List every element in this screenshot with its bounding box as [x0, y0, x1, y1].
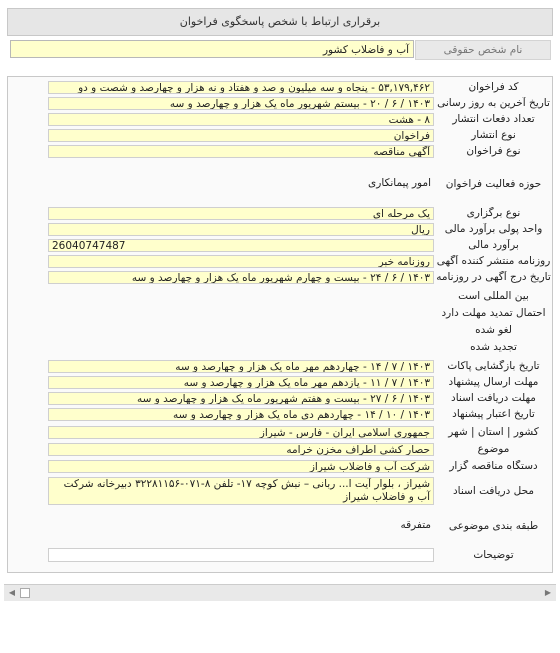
value-publish-type: فراخوان [48, 129, 434, 142]
row-last-update [8, 97, 552, 110]
contact-row [7, 40, 551, 58]
row-holding-type [8, 207, 552, 220]
value-cancelled [48, 323, 434, 336]
row-extension [8, 306, 552, 320]
value-activity-area: امور پیمانکاری [368, 177, 431, 189]
value-holding-type: یک مرحله ای [48, 207, 434, 220]
label-renewed: تجدید شده [470, 341, 517, 353]
label-doc-place: محل دریافت اسناد [453, 485, 534, 497]
label-last-update: تاریخ آخرین به روز رسانی [437, 97, 550, 109]
label-organizer: دستگاه مناقصه گزار [449, 460, 538, 472]
row-validity-date [8, 408, 552, 421]
row-organizer [8, 460, 552, 473]
value-newspaper: روزنامه خبر [48, 255, 434, 268]
row-newspaper-date [8, 271, 552, 284]
row-renewed [8, 340, 552, 354]
label-description: توضیحات [473, 549, 514, 561]
page-title: برقراری ارتباط با شخص پاسخگوی فراخوان [179, 15, 381, 28]
row-subject [8, 443, 552, 456]
value-last-update: ۱۴۰۳ / ۶ / ۲۰ - بیستم شهریور ماه یک هزار و چهارصد و سه [48, 97, 434, 110]
value-category: متفرقه [400, 519, 431, 531]
label-doc-deadline: مهلت دریافت اسناد [451, 392, 536, 404]
row-estimate [8, 239, 552, 252]
row-doc-deadline [8, 392, 552, 405]
value-publish-count: ۸ - هشت [48, 113, 434, 126]
label-publish-count: تعداد دفعات انتشار [452, 113, 535, 125]
value-call-type: آگهی مناقصه [48, 145, 434, 158]
label-submission-deadline: مهلت ارسال پیشنهاد [448, 376, 539, 388]
value-doc-deadline: ۱۴۰۳ / ۶ / ۲۷ - بیست و هفتم شهریور ماه یک هزار و چهارصد و سه [48, 392, 434, 405]
value-submission-deadline: ۱۴۰۳ / ۷ / ۱۱ - یازدهم مهر ماه یک هزار و چهارصد و سه [48, 376, 434, 389]
value-envelope-opening: ۱۴۰۳ / ۷ / ۱۴ - چهاردهم مهر ماه یک هزار و چهارصد و سه [48, 360, 434, 373]
label-estimate: برآورد مالی [468, 239, 519, 251]
value-validity-date: ۱۴۰۳ / ۱۰ / ۱۴ - چهاردهم دی ماه یک هزار و چهارصد و سه [48, 408, 434, 421]
label-activity-area: حوزه فعالیت فراخوان [445, 178, 542, 190]
label-category: طبقه بندی موضوعی [448, 520, 539, 532]
value-extension [48, 306, 434, 319]
value-currency-unit: ریال [48, 223, 434, 236]
value-description [48, 548, 434, 562]
scroll-right-icon[interactable]: ▶ [544, 588, 552, 597]
value-doc-place: شیراز ، بلوار آیت ا... ربانی – نبش کوچه ۱۷- تلفن ۸-۰۷۱-۳۲۲۸۱۱۵۶ دبیرخانه شرکت آب و فاضلاب شیراز [48, 477, 434, 505]
row-envelope-opening [8, 360, 552, 373]
label-newspaper-date: تاریخ درج آگهی در روزنامه [436, 271, 551, 283]
details-panel [7, 76, 553, 573]
label-subject: موضوع [477, 443, 510, 455]
value-renewed [48, 340, 434, 353]
row-publish-count [8, 113, 552, 126]
label-newspaper: روزنامه منتشر کننده آگهی [436, 255, 551, 267]
row-code [8, 81, 552, 94]
horizontal-scrollbar[interactable] [4, 584, 556, 601]
row-doc-place [8, 477, 552, 505]
value-subject: حصار کشی اطراف مخزن خرامه [48, 443, 434, 456]
scroll-thumb[interactable] [20, 588, 30, 598]
scroll-left-icon[interactable]: ◀ [8, 588, 16, 597]
value-estimate: 26040747487 [48, 239, 434, 252]
label-code: کد فراخوان [468, 81, 519, 93]
label-extension: احتمال تمدید مهلت دارد [441, 307, 546, 319]
row-location [8, 426, 552, 439]
contact-value: آب و فاضلاب کشور [10, 40, 414, 58]
contact-label: نام شخص حقوقی [415, 40, 551, 60]
value-organizer: شرکت آب و فاضلاب شیراز [48, 460, 434, 473]
row-publish-type [8, 129, 552, 142]
label-international: بین المللی است [458, 290, 529, 302]
label-cancelled: لغو شده [475, 324, 512, 336]
row-category [8, 511, 552, 541]
value-location: جمهوری اسلامی ایران - فارس - شیراز [48, 426, 434, 439]
row-call-type [8, 145, 552, 158]
value-newspaper-date: ۱۴۰۳ / ۶ / ۲۴ - بیست و چهارم شهریور ماه یک هزار و چهارصد و سه [48, 271, 434, 284]
label-validity-date: تاریخ اعتبار پیشنهاد [452, 408, 535, 420]
page-header [7, 8, 553, 36]
value-international [48, 289, 434, 302]
row-cancelled [8, 323, 552, 337]
row-newspaper [8, 255, 552, 268]
row-international [8, 289, 552, 303]
row-description [8, 548, 552, 562]
label-location: کشور | استان | شهر [448, 426, 539, 438]
label-currency-unit: واحد پولی برآورد مالی [444, 223, 543, 235]
row-activity-area [8, 169, 552, 199]
row-submission-deadline [8, 376, 552, 389]
label-publish-type: نوع انتشار [471, 129, 516, 141]
value-code: ۵۳,۱۷۹,۴۶۲ - پنجاه و سه میلیون و صد و هفتاد و نه هزار و چهارصد و شصت و دو [48, 81, 434, 94]
label-call-type: نوع فراخوان [466, 145, 521, 157]
label-envelope-opening: تاریخ بازگشایی پاکات [447, 360, 540, 372]
label-holding-type: نوع برگزاری [466, 207, 521, 219]
row-currency-unit [8, 223, 552, 236]
